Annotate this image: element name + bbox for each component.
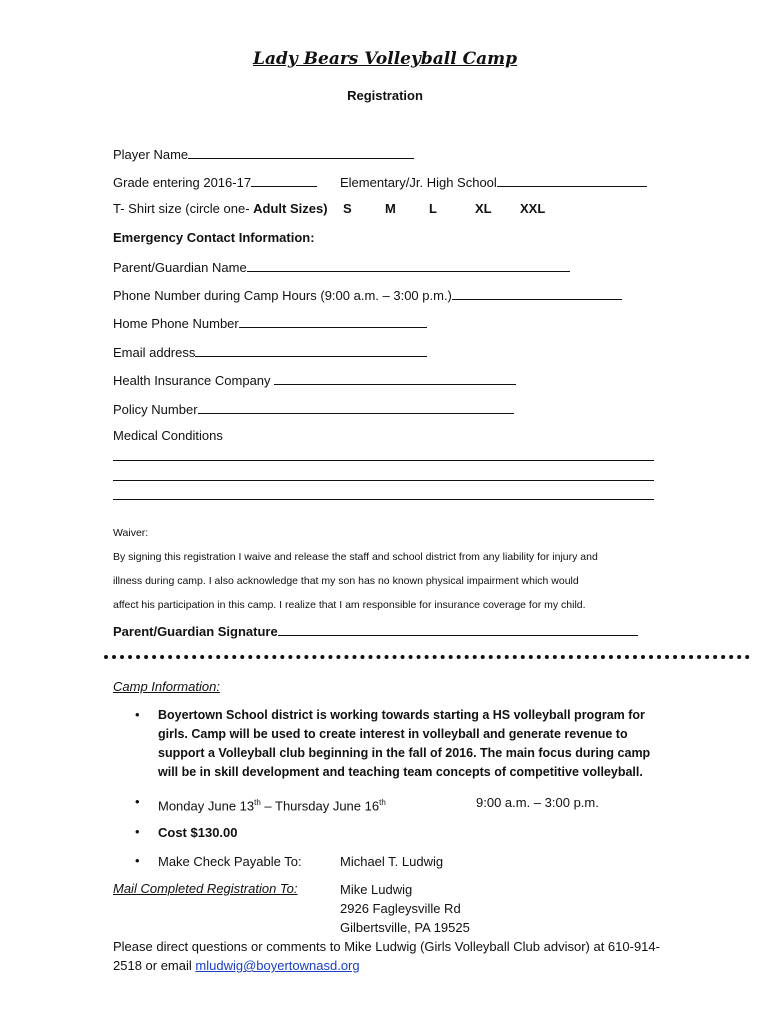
email-field[interactable] xyxy=(195,343,427,357)
tshirt-label: T- Shirt size (circle one- xyxy=(113,201,254,216)
policy-label: Policy Number xyxy=(113,402,198,417)
phone-camp-label: Phone Number during Camp Hours (9:00 a.m. – 3:00 p.m.) xyxy=(113,288,452,303)
phone-camp-row xyxy=(113,286,622,304)
policy-field[interactable] xyxy=(198,400,514,414)
program-description-text: Boyertown School district is working towards starting a HS volleyball program for girls. Camp will be used to create interest in volleyball and generate revenue to support a Volleyball club beginning in the fall of 2016. The main focus during camp will be in skill development and teaching team concepts of competitive volleyball. xyxy=(158,708,651,779)
grade-row xyxy=(113,173,317,191)
school-label: Elementary/Jr. High School xyxy=(340,175,497,190)
mail-address xyxy=(340,880,470,937)
school-row xyxy=(340,173,647,191)
signature-label: Parent/Guardian Signature xyxy=(113,624,278,639)
mail-street: 2926 Fagleysville Rd xyxy=(340,901,461,916)
camp-dates xyxy=(158,793,386,815)
player-name-field[interactable] xyxy=(188,145,414,159)
program-description xyxy=(158,706,658,782)
signature-field[interactable] xyxy=(278,622,638,636)
tshirt-row xyxy=(113,201,328,217)
home-phone-field[interactable] xyxy=(239,314,427,328)
size-option-l[interactable]: L xyxy=(429,201,437,216)
size-option-xl[interactable]: XL xyxy=(475,201,492,216)
camp-cost: Cost $130.00 xyxy=(158,825,238,840)
parent-name-label: Parent/Guardian Name xyxy=(113,260,247,275)
bullet-icon: • xyxy=(135,853,140,868)
date-end-suffix: th xyxy=(379,798,386,807)
player-name-label: Player Name xyxy=(113,147,189,162)
home-phone-row xyxy=(113,314,427,332)
size-option-s[interactable]: S xyxy=(343,201,352,216)
email-row xyxy=(113,343,427,361)
grade-label: Grade entering 2016-17 xyxy=(113,175,252,190)
insurance-row xyxy=(113,371,516,389)
payable-to-name: Michael T. Ludwig xyxy=(340,854,444,869)
waiver-text-line-2: illness during camp. I also acknowledge that my son has no known physical impairment which would xyxy=(113,575,579,587)
mail-to-label: Mail Completed Registration To: xyxy=(113,881,298,896)
email-label: Email address xyxy=(113,345,196,360)
page-title: Lady Bears Volleyball Camp xyxy=(252,49,518,69)
signature-row xyxy=(113,622,638,640)
medical-line-1[interactable] xyxy=(113,460,654,461)
date-end: – Thursday June 16 xyxy=(260,798,380,814)
bullet-icon: • xyxy=(135,707,140,722)
payable-label: Make Check Payable To: xyxy=(158,854,302,869)
policy-row xyxy=(113,400,514,418)
size-option-m[interactable]: M xyxy=(385,201,396,216)
mail-city: Gilbertsville, PA 19525 xyxy=(340,920,470,935)
bullet-icon: • xyxy=(135,794,140,809)
camp-info-heading: Camp Information: xyxy=(113,679,220,694)
grade-field[interactable] xyxy=(251,173,317,187)
insurance-field[interactable] xyxy=(274,371,516,385)
player-name-row xyxy=(113,145,414,163)
medical-label: Medical Conditions xyxy=(113,428,223,443)
size-option-xxl[interactable]: XXL xyxy=(520,201,546,216)
date-start-suffix: th xyxy=(254,798,261,807)
bullet-icon: • xyxy=(135,824,140,839)
camp-time: 9:00 a.m. – 3:00 p.m. xyxy=(476,795,599,810)
cut-line-divider xyxy=(104,655,750,659)
date-start: Monday June 13 xyxy=(158,798,255,814)
contact-email-link[interactable]: mludwig@boyertownasd.org xyxy=(195,958,360,973)
medical-line-3[interactable] xyxy=(113,499,654,500)
waiver-text-line-3: affect his participation in this camp. I realize that I am responsible for insurance coverage for my child. xyxy=(113,599,586,611)
contact-text: Please direct questions or comments to Mike Ludwig (Girls Volleyball Club advisor) at 610-914-2518 or email xyxy=(113,939,660,973)
medical-line-2[interactable] xyxy=(113,480,654,481)
tshirt-adult-label: Adult Sizes) xyxy=(253,201,328,216)
page-subtitle: Registration xyxy=(347,88,423,103)
school-field[interactable] xyxy=(497,173,647,187)
mail-name: Mike Ludwig xyxy=(340,882,413,897)
phone-camp-field[interactable] xyxy=(452,286,622,300)
parent-name-field[interactable] xyxy=(247,258,570,272)
insurance-label: Health Insurance Company xyxy=(113,373,275,388)
parent-name-row xyxy=(113,258,570,276)
waiver-label: Waiver: xyxy=(113,527,149,539)
contact-note xyxy=(113,937,673,975)
home-phone-label: Home Phone Number xyxy=(113,316,239,331)
waiver-text-line-1: By signing this registration I waive and release the staff and school district from any liability for injury and xyxy=(113,551,598,563)
emergency-heading: Emergency Contact Information: xyxy=(113,230,315,245)
